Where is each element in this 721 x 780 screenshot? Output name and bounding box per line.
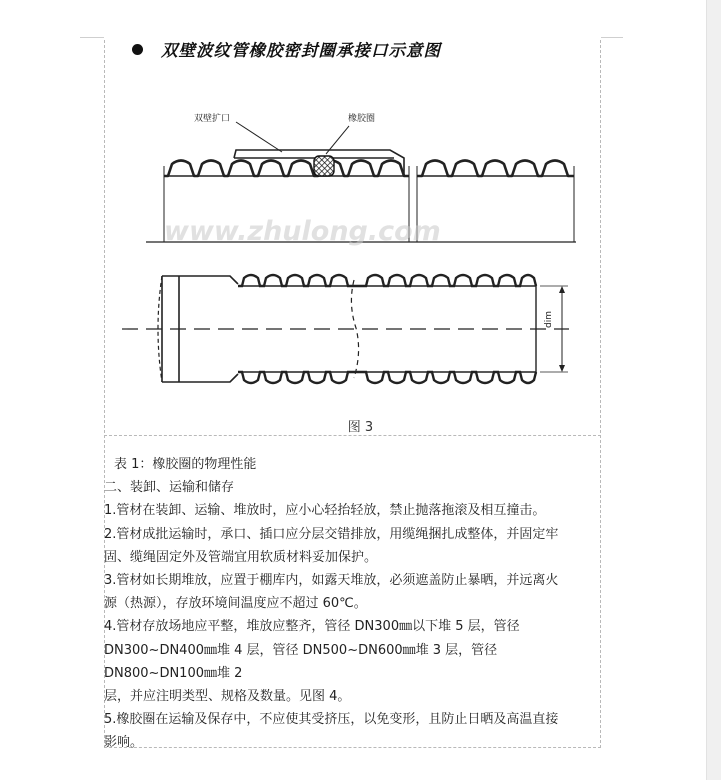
rubber-ring-icon xyxy=(314,156,334,176)
text-line: 影响。 xyxy=(104,735,144,751)
section-title: 二、装卸、运输和储存 xyxy=(104,480,235,496)
scrollbar[interactable] xyxy=(706,0,721,780)
bottom-corrugation xyxy=(238,372,536,383)
figure-caption: 图 3 xyxy=(347,420,374,435)
top-corrugation xyxy=(238,275,536,286)
dim-arrow-down-icon xyxy=(559,365,565,372)
heading-bullet-icon xyxy=(132,44,143,55)
dim-arrow-up-icon xyxy=(559,286,565,293)
section-view xyxy=(146,112,576,247)
page-heading xyxy=(132,37,441,61)
pipe-joint-figure xyxy=(104,66,601,436)
heading-text: 双壁波纹管橡胶密封圈承接口示意图 xyxy=(161,41,441,60)
watermark: www.zhulong.com xyxy=(164,216,441,247)
text-line: 1.管材在装卸、运输、堆放时，应小心轻抬轻放，禁止抛落拖滚及相互撞击。 xyxy=(104,503,546,519)
text-line: 固、缆绳固定外及管端宜用软质材料妥加保护。 xyxy=(104,549,378,565)
text-line: 源（热源），存放环境间温度应不超过 60℃。 xyxy=(104,596,367,612)
dim-label: dim xyxy=(544,311,554,328)
elevation-view xyxy=(122,275,569,383)
corrugation-right xyxy=(417,161,574,177)
text-line: 5.橡胶圈在运输及保存中，不应使其受挤压，以免变形，且防止日晒及高温直接 xyxy=(104,712,559,728)
label-socket: 双壁扩口 xyxy=(194,114,231,124)
text-line: 4.管材存放场地应平整，堆放应整齐，管径 DN300㎜以下堆 5 层，管径 xyxy=(104,619,520,635)
label-ring: 橡胶圈 xyxy=(348,114,376,124)
corrugation-left xyxy=(164,161,409,177)
text-line: 2.管材成批运输时，承口、插口应分层交错排放，用缆绳捆扎成整体，并固定牢 xyxy=(104,526,559,542)
body-text xyxy=(104,453,601,755)
table-title: 表 1：橡胶圈的物理性能 xyxy=(114,457,257,472)
margin-line-top-left xyxy=(80,37,104,38)
text-line: DN300~DN400㎜堆 4 层，管径 DN500~DN600㎜堆 3 层，管径 DN800~DN100㎜堆 2 xyxy=(104,642,498,681)
leader-socket xyxy=(236,122,282,152)
text-line: 层，并应注明类型、规格及数量。见图 4。 xyxy=(104,689,351,705)
margin-line-top-right xyxy=(601,37,623,38)
text-line: 3.管材如长期堆放，应置于棚库内，如露天堆放，必须遮盖防止暴晒，并远离火 xyxy=(104,573,559,589)
